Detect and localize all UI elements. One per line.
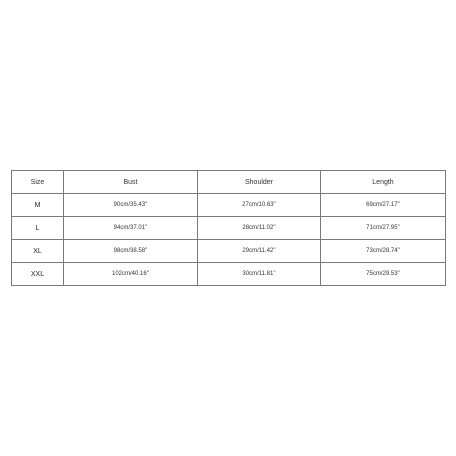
size-chart-table bbox=[11, 170, 446, 286]
size-cell: M bbox=[12, 194, 64, 217]
shoulder-cell: 27cm/10.63'' bbox=[198, 194, 321, 217]
table-row bbox=[12, 240, 446, 263]
shoulder-cell: 28cm/11.02'' bbox=[198, 217, 321, 240]
bust-cell: 102cm/40.16'' bbox=[64, 263, 198, 286]
size-cell: L bbox=[12, 217, 64, 240]
header-bust: Bust bbox=[64, 171, 198, 194]
length-cell: 69cm/27.17'' bbox=[321, 194, 446, 217]
shoulder-cell: 29cm/11.42'' bbox=[198, 240, 321, 263]
bust-cell: 90cm/35.43'' bbox=[64, 194, 198, 217]
length-cell: 73cm/28.74'' bbox=[321, 240, 446, 263]
header-length: Length bbox=[321, 171, 446, 194]
table-row bbox=[12, 263, 446, 286]
table-row bbox=[12, 217, 446, 240]
length-cell: 75cm/29.53'' bbox=[321, 263, 446, 286]
header-size: Size bbox=[12, 171, 64, 194]
size-cell: XL bbox=[12, 240, 64, 263]
length-cell: 71cm/27.95'' bbox=[321, 217, 446, 240]
shoulder-cell: 30cm/11.81'' bbox=[198, 263, 321, 286]
header-row bbox=[12, 171, 446, 194]
bust-cell: 94cm/37.01'' bbox=[64, 217, 198, 240]
table-row bbox=[12, 194, 446, 217]
bust-cell: 98cm/38.58'' bbox=[64, 240, 198, 263]
size-cell: XXL bbox=[12, 263, 64, 286]
size-chart-header bbox=[12, 171, 446, 194]
size-chart-body bbox=[12, 194, 446, 286]
header-shoulder: Shoulder bbox=[198, 171, 321, 194]
